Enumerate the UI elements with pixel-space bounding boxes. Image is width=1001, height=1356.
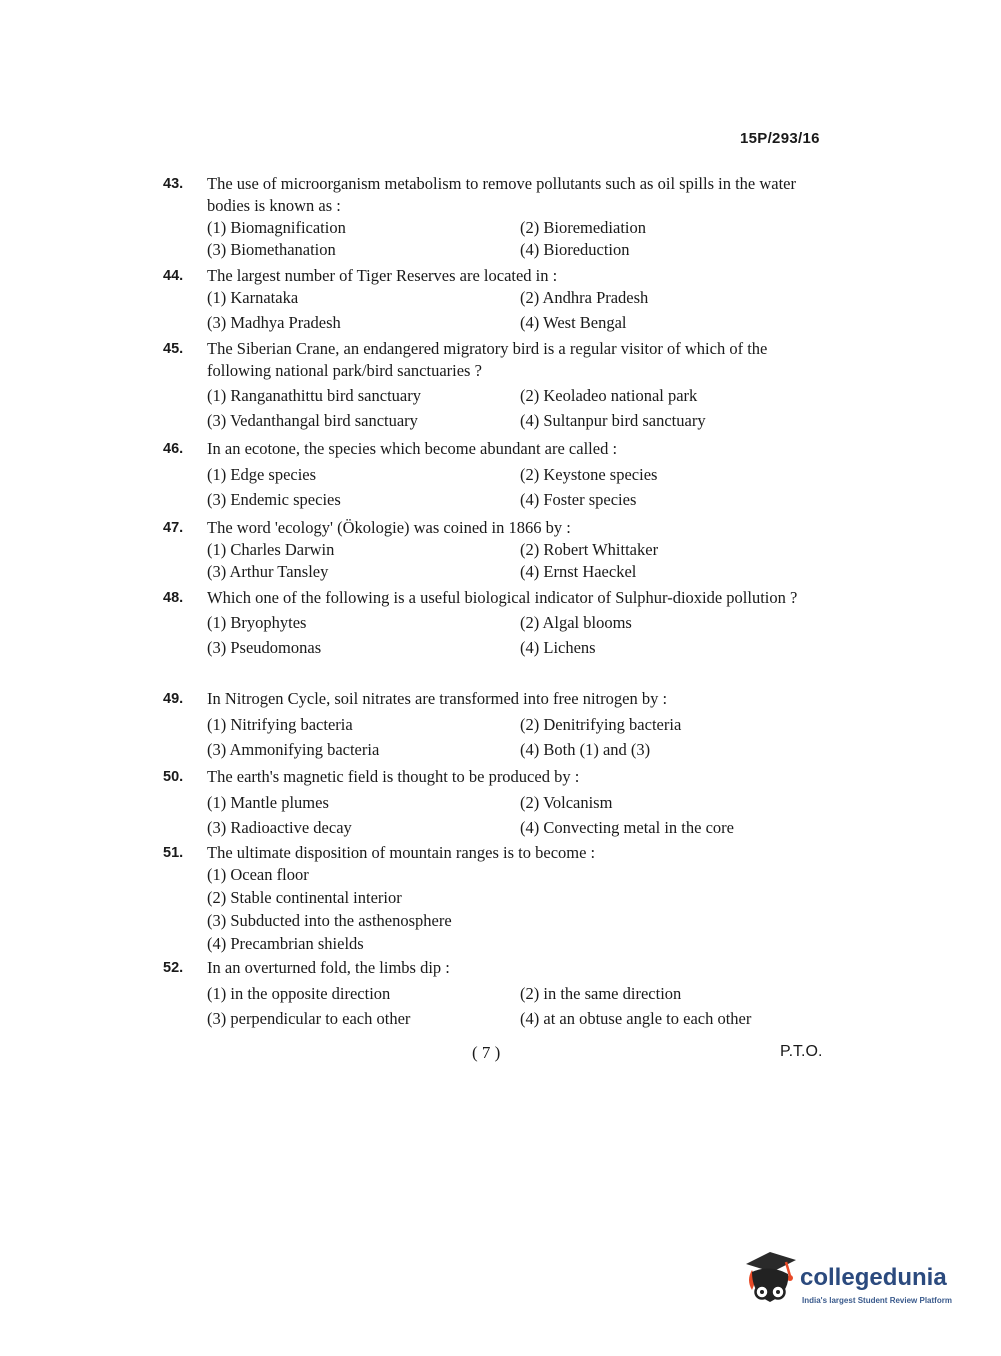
question-number: 45. [163, 341, 184, 357]
brand-tagline: India's largest Student Review Platform [802, 1296, 952, 1305]
option-2: (2) in the same direction [520, 984, 682, 1003]
question-49 [163, 688, 833, 761]
option-4: (4) Both (1) and (3) [520, 740, 651, 759]
question-text: In Nitrogen Cycle, soil nitrates are transformed into free nitrogen by : [207, 689, 668, 708]
question-number: 50. [163, 769, 184, 785]
option-2: (2) Stable continental interior [207, 888, 402, 907]
option-2: (2) Keoladeo national park [520, 386, 698, 405]
option-3: (3) Ammonifying bacteria [207, 740, 380, 759]
option-2: (2) Bioremediation [520, 218, 647, 237]
option-4: (4) Convecting metal in the core [520, 818, 734, 837]
options [207, 714, 833, 761]
mascot-logo-icon [742, 1250, 800, 1312]
question-48 [163, 587, 833, 659]
option-4: (4) Bioreduction [520, 240, 630, 259]
question-text: The ultimate disposition of mountain ranges is to become : [207, 843, 596, 862]
option-1: (1) Ocean floor [207, 865, 309, 884]
option-3: (3) Vedanthangal bird sanctuary [207, 411, 418, 430]
pto-label: P.T.O. [780, 1043, 823, 1060]
option-3: (3) Radioactive decay [207, 818, 352, 837]
option-3: (3) Biomethanation [207, 240, 336, 259]
question-number: 52. [163, 960, 184, 976]
option-3: (3) Endemic species [207, 490, 341, 509]
option-4: (4) at an obtuse angle to each other [520, 1009, 752, 1028]
options [207, 539, 833, 583]
option-4: (4) West Bengal [520, 313, 627, 332]
options [207, 217, 833, 261]
options [207, 864, 833, 956]
option-2: (2) Volcanism [520, 793, 613, 812]
option-2: (2) Andhra Pradesh [520, 288, 649, 307]
question-number: 47. [163, 520, 184, 536]
option-3: (3) Subducted into the asthenosphere [207, 911, 452, 930]
option-1: (1) Biomagnification [207, 218, 346, 237]
question-text: In an ecotone, the species which become abundant are called : [207, 439, 618, 458]
question-text: Which one of the following is a useful biological indicator of Sulphur-dioxide pollution ? [207, 588, 798, 607]
question-number: 43. [163, 176, 184, 192]
question-text: The Siberian Crane, an endangered migratory bird is a regular visitor of which of the following national park/bird sanctuaries ? [207, 339, 768, 380]
option-2: (2) Denitrifying bacteria [520, 715, 682, 734]
option-3: (3) Pseudomonas [207, 638, 322, 657]
question-51 [163, 842, 833, 956]
option-4: (4) Sultanpur bird sanctuary [520, 411, 706, 430]
option-3: (3) Madhya Pradesh [207, 313, 341, 332]
option-1: (1) Edge species [207, 465, 317, 484]
question-number: 51. [163, 845, 184, 861]
option-1: (1) Ranganathittu bird sanctuary [207, 386, 421, 405]
question-text: The word 'ecology' (Ökologie) was coined in 1866 by : [207, 518, 571, 537]
option-1: (1) Bryophytes [207, 613, 307, 632]
options [207, 612, 833, 659]
options [207, 287, 833, 334]
option-2: (2) Keystone species [520, 465, 658, 484]
question-text: The use of microorganism metabolism to remove pollutants such as oil spills in the water bodies is known as : [207, 174, 797, 215]
brand-name: collegedunia [800, 1264, 947, 1291]
option-1: (1) Charles Darwin [207, 540, 335, 559]
question-47 [163, 517, 833, 583]
question-number: 46. [163, 441, 184, 457]
option-1: (1) Mantle plumes [207, 793, 329, 812]
option-2: (2) Algal blooms [520, 613, 632, 632]
question-52 [163, 957, 833, 1030]
option-1: (1) Karnataka [207, 288, 299, 307]
question-50 [163, 766, 833, 839]
question-text: The largest number of Tiger Reserves are located in : [207, 266, 558, 285]
question-number: 49. [163, 691, 184, 707]
question-text: The earth's magnetic field is thought to be produced by : [207, 767, 580, 786]
option-4: (4) Ernst Haeckel [520, 562, 637, 581]
option-1: (1) Nitrifying bacteria [207, 715, 353, 734]
question-number: 44. [163, 268, 184, 284]
option-1: (1) in the opposite direction [207, 984, 391, 1003]
options [207, 983, 833, 1030]
option-4: (4) Precambrian shields [207, 934, 364, 953]
options [207, 385, 833, 432]
paper-code: 15P/293/16 [740, 130, 820, 147]
option-3: (3) Arthur Tansley [207, 562, 329, 581]
option-4: (4) Foster species [520, 490, 637, 509]
options [207, 464, 833, 511]
question-text: In an overturned fold, the limbs dip : [207, 958, 450, 977]
question-44 [163, 265, 833, 334]
question-46 [163, 438, 833, 511]
collegedunia-watermark [742, 1250, 972, 1320]
options [207, 792, 833, 839]
question-43 [163, 173, 833, 261]
option-3: (3) perpendicular to each other [207, 1009, 411, 1028]
question-45 [163, 338, 833, 432]
page-number: ( 7 ) [472, 1043, 501, 1062]
option-2: (2) Robert Whittaker [520, 540, 659, 559]
option-4: (4) Lichens [520, 638, 596, 657]
question-number: 48. [163, 590, 184, 606]
